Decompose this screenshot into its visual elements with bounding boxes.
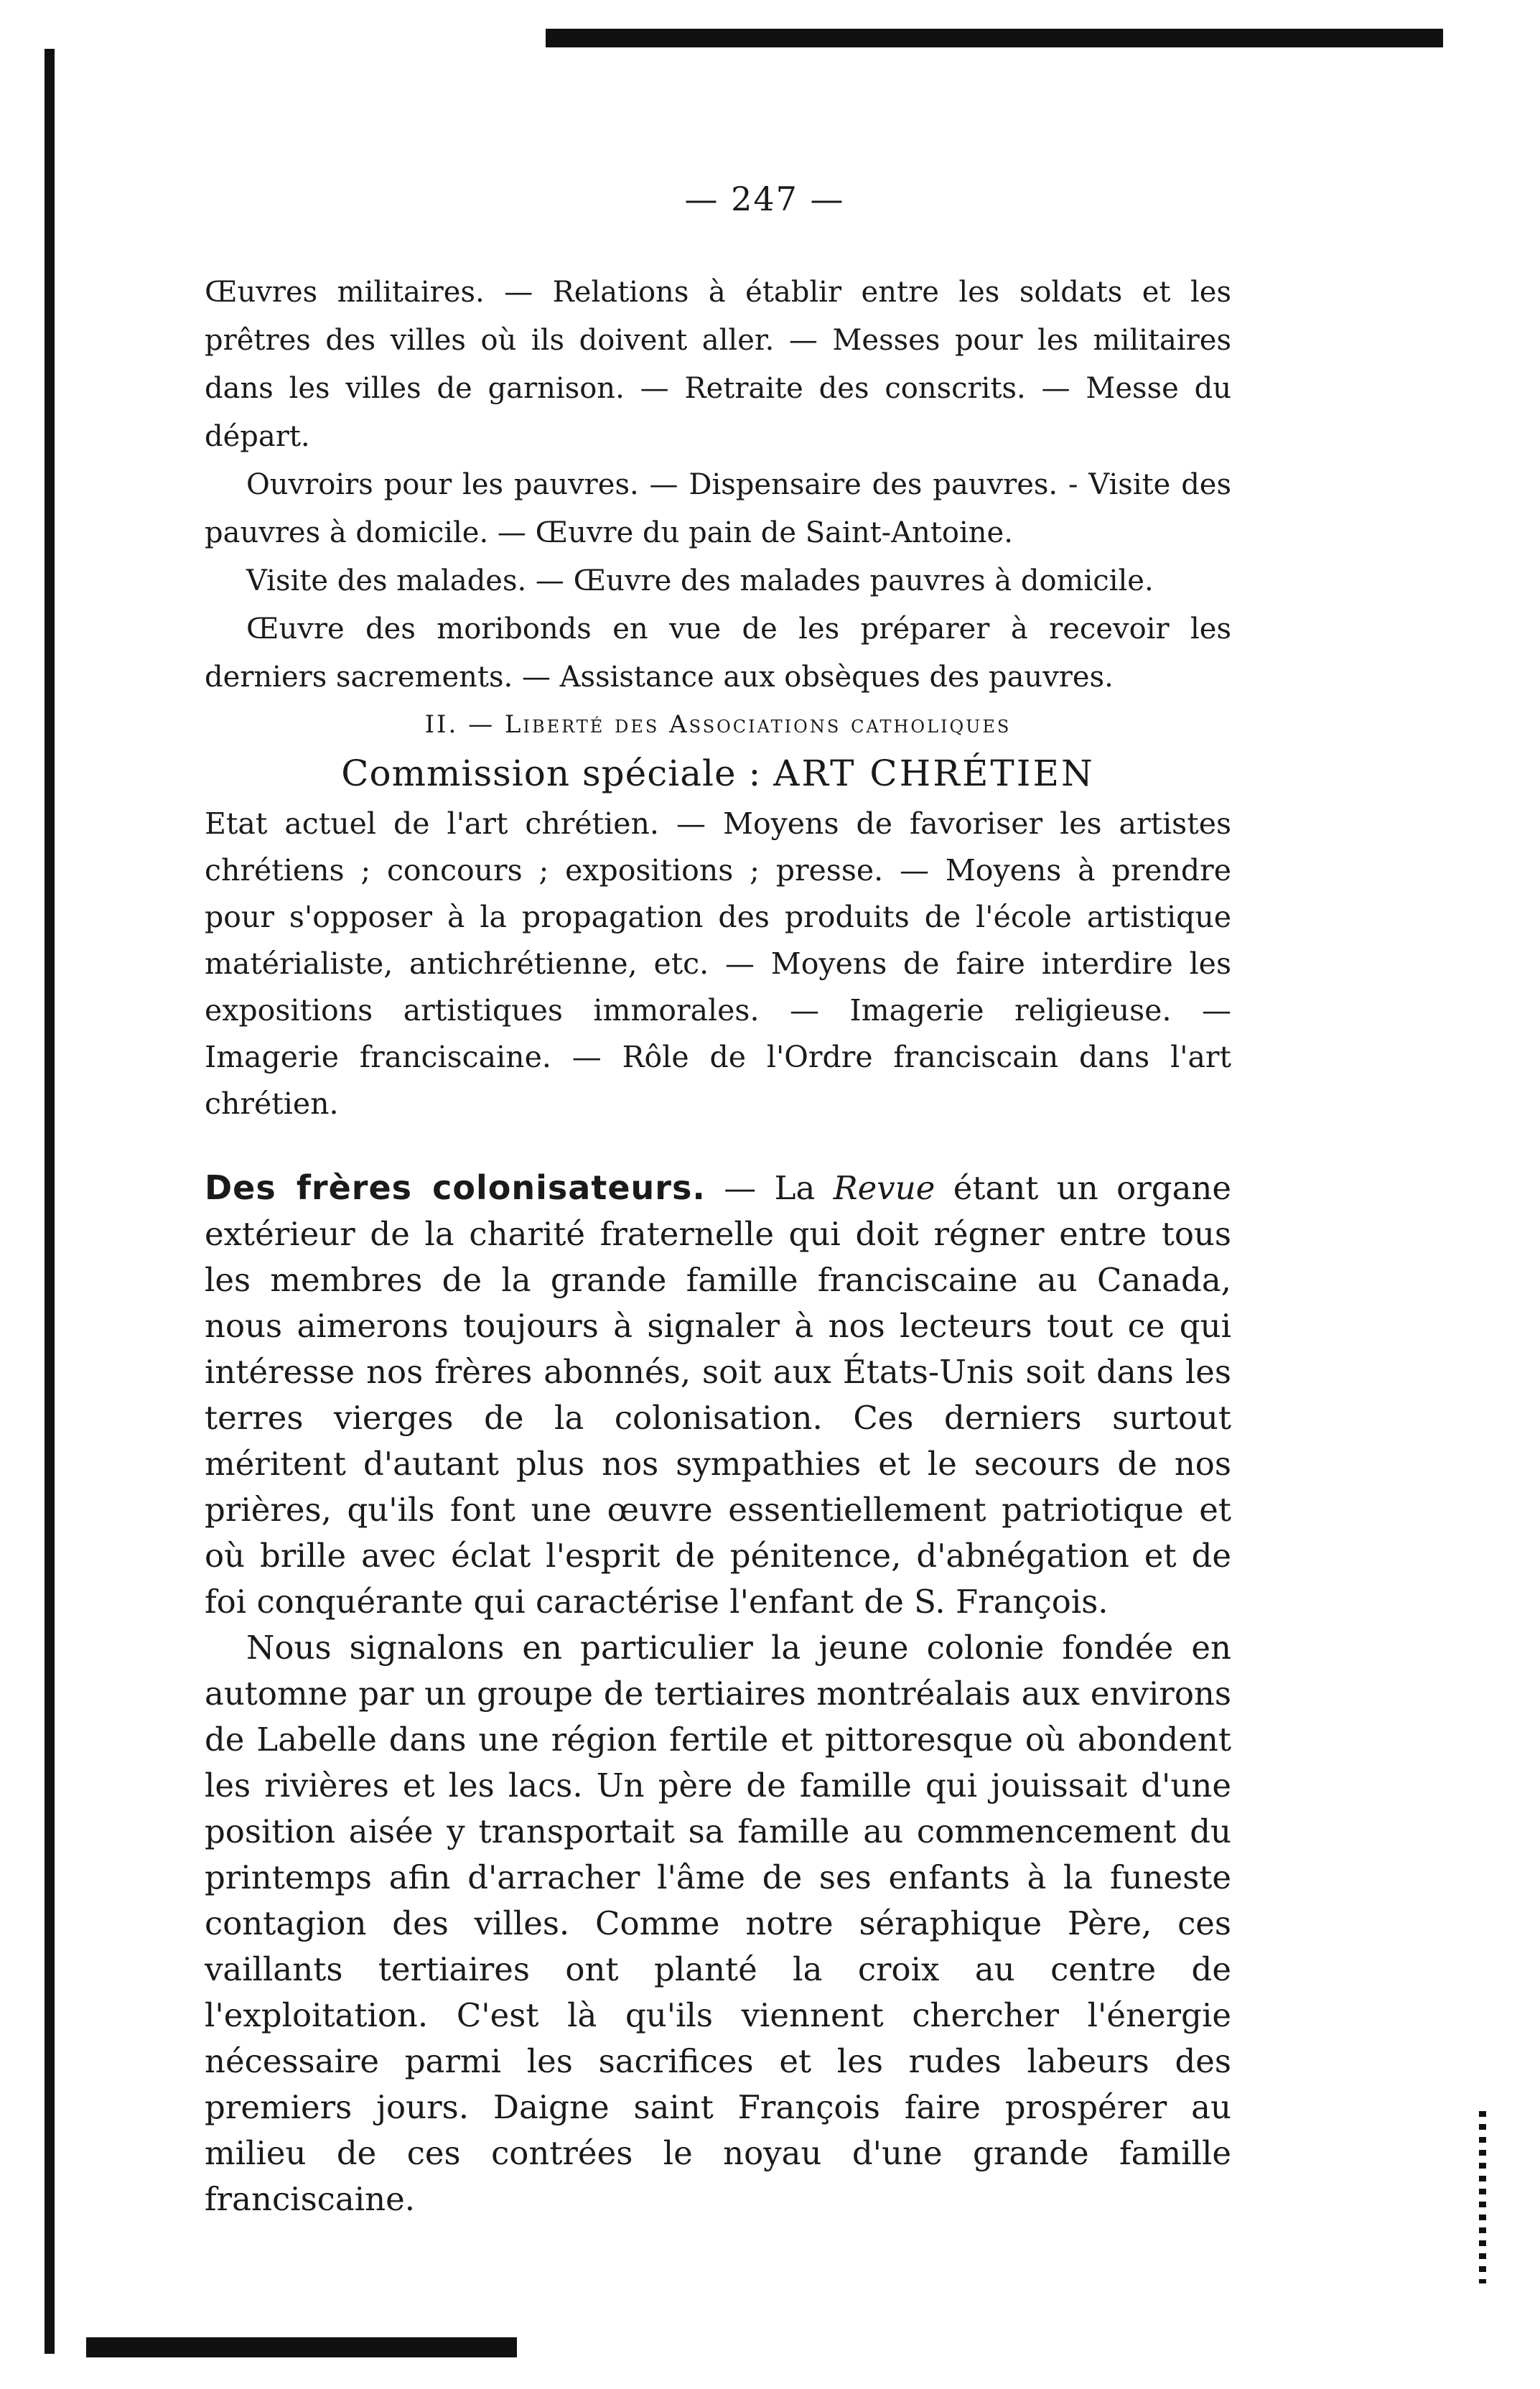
commission-prefix: Commission spéciale : xyxy=(341,753,762,794)
paragraph-colonizers-intro xyxy=(205,1165,1231,1625)
article-heading: Des frères colonisateurs. xyxy=(205,1168,706,1207)
scan-marks-right xyxy=(1479,2111,1486,2283)
paragraph-sick-visits: Visite des malades. — Œuvre des malades pauvres à domicile. xyxy=(246,564,1154,597)
scan-border-top xyxy=(546,20,1443,49)
paragraph-workshops-poor: Ouvroirs pour les pauvres. — Dispensaire des pauvres. - Visite des pauvres à domicile. — Œuvre du pain de Saint-Antoine. xyxy=(205,468,1231,549)
section-heading-ii: II. — Liberté des Associations catholiques xyxy=(424,710,1012,739)
commission-title: ART CHRÉTIEN xyxy=(773,753,1095,794)
colonizers-article xyxy=(205,1165,1231,2222)
page-body xyxy=(205,180,1231,2222)
paragraph-military-works: Œuvres militaires. — Relations à établir entre les soldats et les prêtres des villes où ils doivent aller. — Messes pour les militaires dans les villes de garnison. — Retraite des conscrits. — Messe du départ. xyxy=(205,276,1231,453)
intro-lead: — La xyxy=(724,1169,816,1207)
paragraph-colony-labelle: Nous signalons en particulier la jeune colonie fondée en automne par un groupe de tertiaires montréalais aux environs de Labelle dans une région fertile et pittoresque où abondent les rivières et les lacs. Un père de famille qui jouissait d'une position aisée y transportait sa famille au commencement du printemps afin d'arracher l'âme de ses enfants à la funeste contagion des villes. Comme notre séraphique Père, ces vaillants tertiaires ont planté la croix au centre de l'exploitation. C'est là qu'ils viennent chercher l'énergie nécessaire parmi les sacrifices et les rudes labeurs des premiers jours. Daigne saint François faire prospérer au milieu de ces contrées le noyau d'une grande famille franciscaine. xyxy=(205,1629,1231,2218)
works-list xyxy=(205,269,1231,702)
christian-art-section xyxy=(205,801,1231,1127)
scan-border-left xyxy=(45,49,55,2354)
revue-title: Revue xyxy=(833,1169,935,1207)
paragraph-christian-art: Etat actuel de l'art chrétien. — Moyens de favoriser les artistes chrétiens ; concours ; expositions ; presse. — Moyens à prendre pour s'opposer à la propagation des produits de l'école artistique matérialiste, antichrétienne, etc. — Moyens de faire interdire les expositions artistiques immorales. — Imagerie religieuse. — Imagerie franciscaine. — Rôle de l'Ordre franciscain dans l'art chrétien. xyxy=(205,806,1231,1121)
intro-text: étant un organe extérieur de la charité fraternelle qui doit régner entre tous les membres de la grande famille franciscaine au Canada, nous aimerons toujours à signaler à nos lecteurs tout ce qui intéresse nos frères abonnés, soit aux États-Unis soit dans les terres vierges de la colonisation. Ces derniers surtout méritent d'autant plus nos sympathies et le secours de nos prières, qu'ils font une œuvre essentiellement patriotique et où brille avec éclat l'esprit de pénitence, d'abnégation et de foi conquérante qui caractérise l'enfant de S. François. xyxy=(205,1169,1232,1621)
page-number: — 247 — xyxy=(684,180,845,218)
scan-border-bottom xyxy=(86,2337,517,2357)
paragraph-dying-works: Œuvre des moribonds en vue de les préparer à recevoir les derniers sacrements. — Assistance aux obsèques des pauvres. xyxy=(205,613,1231,694)
commission-heading xyxy=(205,746,1231,801)
